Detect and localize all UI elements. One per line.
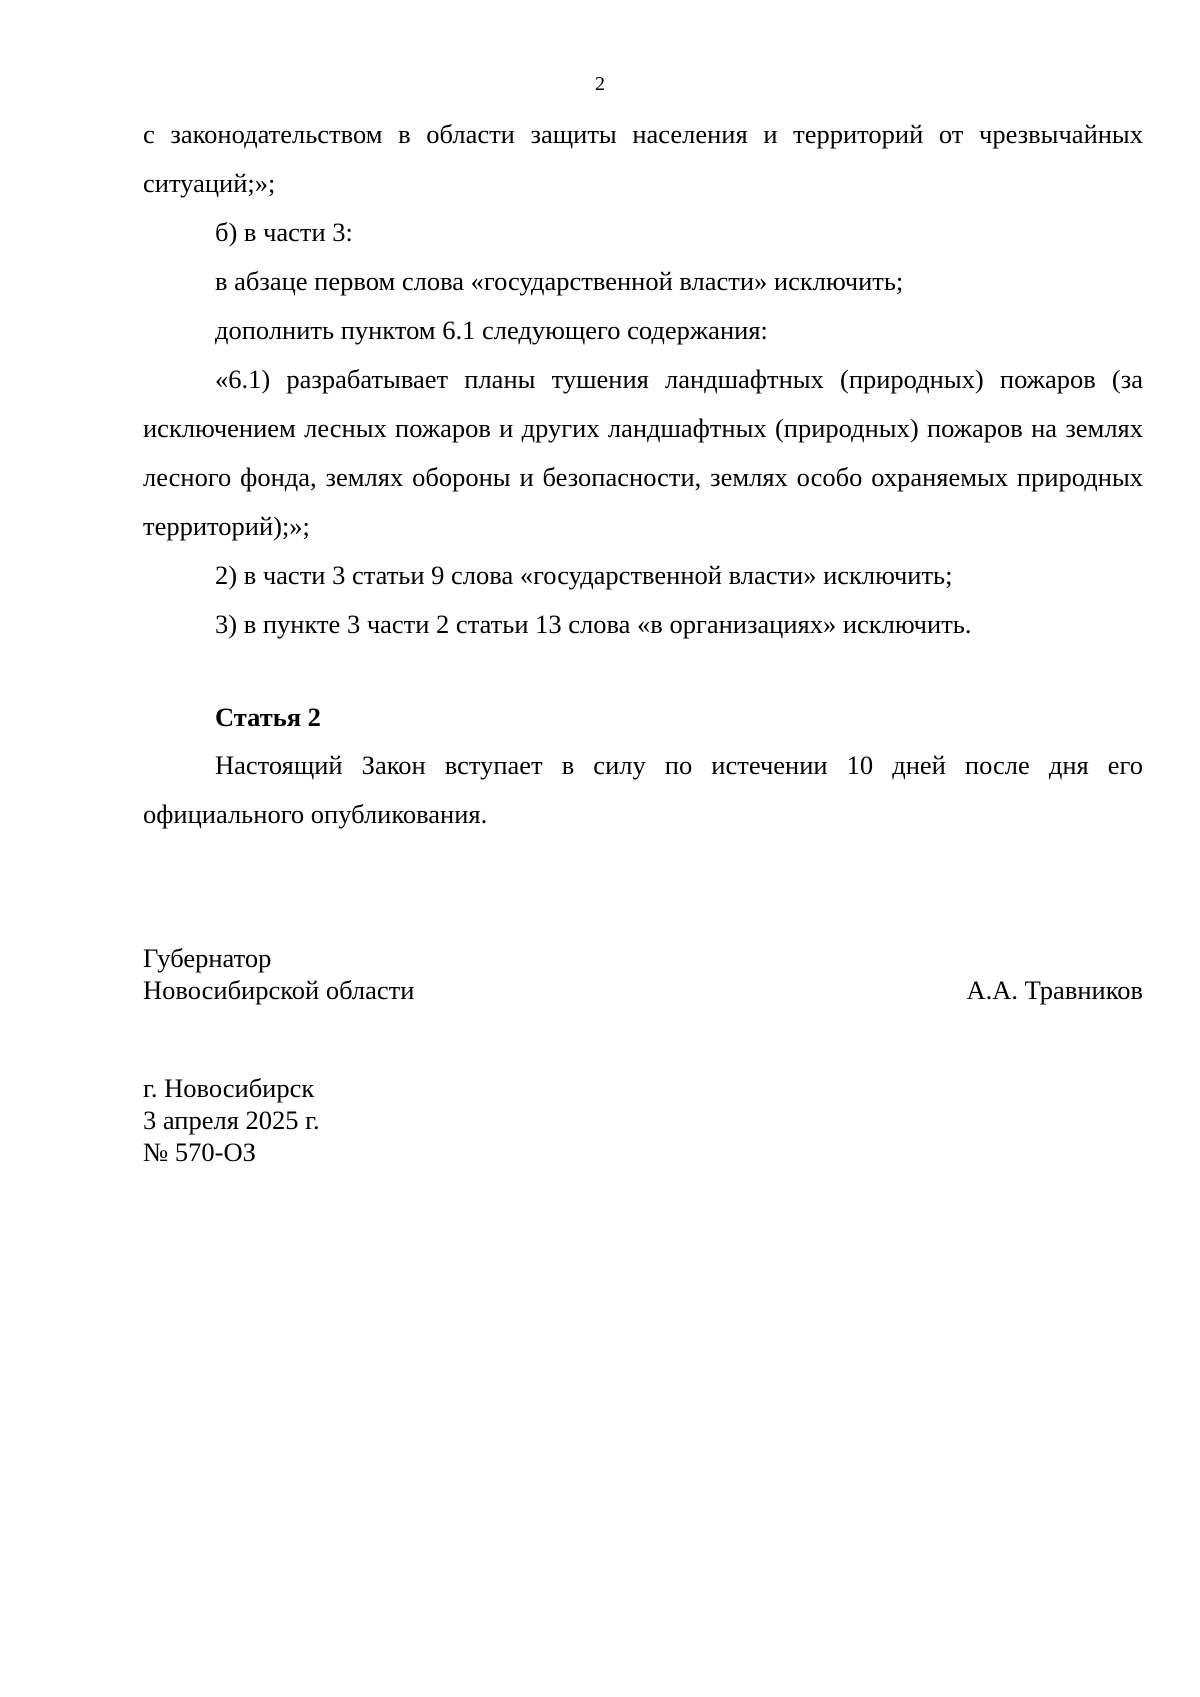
place-date-block (143, 1072, 320, 1168)
paragraph-add-item: дополнить пунктом 6.1 следующего содержания: (215, 315, 768, 345)
signatory-position-line2: Новосибирской области (143, 975, 415, 1005)
article-2-title: Статья 2 (215, 702, 321, 732)
law-number: № 570-ОЗ (143, 1137, 256, 1167)
paragraph-part3-first-abzac: в абзаце первом слова «государственной власти» исключить; (215, 266, 904, 296)
paragraph-article9-change: 2) в части 3 статьи 9 слова «государственной власти» исключить; (215, 560, 953, 590)
paragraph-part3-header: б) в части 3: (215, 217, 353, 247)
page-number: 2 (595, 73, 605, 95)
paragraph-item-6-1: «6.1) разрабатывает планы тушения ландшафтных (природных) пожаров (за исключением лесных пожаров и других ландшафтных (природных) пожаров на землях лесного фонда, землях обороны и безопасности, землях особо охраняемых природных территорий);»; (143, 364, 1143, 541)
signature-block (143, 942, 1143, 1006)
article-2-body (143, 741, 1143, 839)
signatory-position-line1: Губернатор (143, 943, 272, 973)
paragraph-article13-change: 3) в пункте 3 части 2 статьи 13 слова «в организациях» исключить. (215, 609, 972, 639)
article-2-text: Настоящий Закон вступает в силу по истечении 10 дней после дня его официального опубликования. (143, 750, 1143, 829)
signatory-name: А.А. Травников (966, 975, 1143, 1005)
date: 3 апреля 2025 г. (143, 1105, 320, 1135)
city: г. Новосибирск (143, 1073, 315, 1103)
signature-row (143, 974, 1143, 1006)
paragraph-continuation: с законодательством в области защиты населения и территорий от чрезвычайных ситуаций;»; (143, 119, 1143, 198)
amendment-body (143, 110, 1143, 649)
